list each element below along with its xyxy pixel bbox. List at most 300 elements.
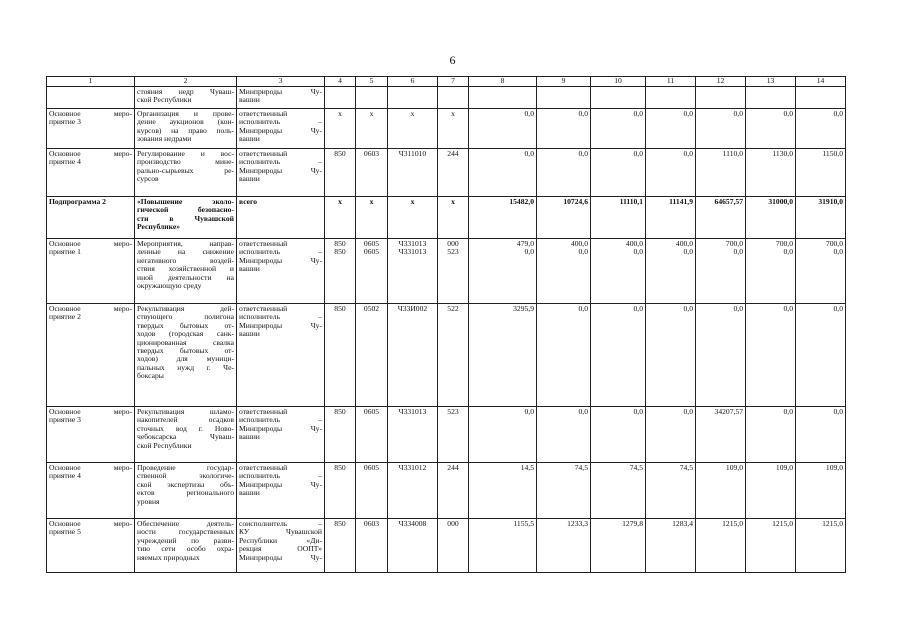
cell-value: 0,0: [683, 247, 693, 257]
cell-value: Ч331013: [398, 239, 427, 248]
executor-cell: [237, 407, 325, 463]
measure-name-cell: [47, 239, 135, 304]
measure-name-cell: [47, 197, 135, 239]
cell-line: Минприроды Чу-: [239, 88, 322, 96]
cell-value: 0605: [363, 247, 380, 257]
cell-value: 700,0: [775, 239, 793, 248]
cell-value: [748, 88, 793, 96]
value-cell: [438, 109, 469, 149]
cell-value: [593, 88, 643, 96]
cell-line: Рекультивация шламо-: [137, 408, 234, 416]
cell-value: Ч331013: [398, 247, 427, 257]
value-cell: [537, 149, 591, 197]
cell-value: 0,0: [578, 109, 588, 118]
cell-line: вашии: [239, 432, 260, 442]
measure-description-cell: [135, 519, 237, 573]
value-cell: [537, 109, 591, 149]
cell-line: Проведение государ-: [137, 464, 234, 472]
cell-value: 0605: [363, 407, 380, 416]
cell-value: 15482,0: [509, 197, 534, 206]
value-cell: [469, 304, 537, 407]
cell-line: Минприроды Чу-: [239, 553, 322, 562]
cell-value: 1279,8: [622, 519, 643, 528]
cell-line: приятие 3: [49, 117, 81, 127]
value-cell: [438, 149, 469, 197]
cell-line: Основное меро-: [49, 408, 132, 416]
value-cell: [356, 109, 388, 149]
cell-value: 0,0: [683, 149, 693, 158]
value-cell: [388, 87, 438, 109]
value-cell: [746, 407, 796, 463]
cell-line: ответственный: [239, 149, 288, 158]
value-cell: [746, 519, 796, 573]
cell-value: 74,5: [679, 463, 693, 472]
cell-value: 850: [334, 149, 346, 158]
value-cell: [438, 239, 469, 304]
cell-value: [539, 88, 588, 96]
cell-line: ответственный: [239, 304, 288, 313]
cell-line: учреждений по разви-: [137, 536, 234, 545]
cell-line: ектов регионального: [137, 489, 234, 498]
value-cell: [356, 407, 388, 463]
cell-line: ской Республики: [137, 95, 192, 105]
value-cell: [325, 87, 356, 109]
value-cell: [696, 519, 746, 573]
value-cell: [388, 149, 438, 197]
cell-line: Рекультивация дей-: [137, 305, 234, 313]
cell-value: 11110,1: [619, 197, 643, 206]
value-cell: [469, 109, 537, 149]
cell-value: 000: [447, 239, 459, 248]
value-cell: [646, 87, 696, 109]
cell-value: Ч331013: [398, 407, 427, 416]
cell-line: вашии: [239, 329, 260, 339]
cell-line: Минприроды Чу-: [239, 321, 322, 330]
cell-line: ственной экологиче-: [137, 472, 234, 481]
value-cell: [325, 407, 356, 463]
value-cell: [469, 407, 537, 463]
cell-line: ционированная свалка: [137, 338, 234, 347]
cell-value: [471, 88, 534, 96]
cell-value: 109,0: [825, 463, 843, 472]
value-cell: [469, 87, 537, 109]
cell-value: 1283,4: [672, 519, 693, 528]
value-cell: [796, 197, 846, 239]
value-cell: [591, 519, 646, 573]
cell-value: 0,0: [833, 407, 843, 416]
cell-value: 000: [447, 519, 459, 528]
cell-line: производство мине-: [137, 158, 234, 167]
value-cell: [438, 463, 469, 519]
cell-value: 109,0: [725, 463, 743, 472]
cell-value: 0,0: [833, 247, 843, 257]
header-cell: 7: [438, 77, 469, 87]
value-cell: [469, 149, 537, 197]
value-cell: [537, 239, 591, 304]
cell-line: приятие 1: [49, 247, 81, 257]
cell-line: боксары: [137, 371, 164, 381]
value-cell: [591, 304, 646, 407]
cell-value: x: [451, 109, 455, 118]
value-cell: [591, 87, 646, 109]
cell-value: 0,0: [783, 407, 793, 416]
cell-value: 400,0: [625, 239, 643, 248]
value-cell: [537, 87, 591, 109]
value-cell: [646, 109, 696, 149]
cell-line: Основное меро-: [49, 464, 132, 472]
value-cell: [438, 197, 469, 239]
cell-value: 0,0: [733, 247, 743, 257]
value-cell: [746, 109, 796, 149]
table-row: [47, 197, 846, 239]
measure-description-cell: [135, 239, 237, 304]
value-cell: [388, 239, 438, 304]
cell-line: исполнитель –: [239, 158, 322, 167]
cell-value: 31000,0: [768, 197, 793, 206]
measure-description-cell: [135, 149, 237, 197]
value-cell: [356, 463, 388, 519]
cell-line: ленные на снижение: [137, 248, 234, 257]
value-cell: [696, 87, 746, 109]
cell-value: 0,0: [833, 109, 843, 118]
cell-value: 0605: [363, 239, 380, 248]
value-cell: [646, 519, 696, 573]
cell-value: 0,0: [733, 304, 743, 313]
cell-value: 0,0: [633, 149, 643, 158]
cell-value: 0605: [363, 463, 380, 472]
cell-line: всего: [239, 197, 258, 206]
cell-value: x: [369, 109, 374, 118]
cell-line: Минприроды Чу-: [239, 424, 322, 433]
executor-cell: [237, 519, 325, 573]
value-cell: [469, 519, 537, 573]
value-cell: [325, 463, 356, 519]
cell-value: 1233,3: [567, 519, 588, 528]
value-cell: [696, 109, 746, 149]
cell-line: ответственный: [239, 109, 288, 118]
cell-line: гической безопасно-: [137, 206, 234, 215]
cell-line: Регулирование и вос-: [137, 150, 234, 158]
cell-value: 850: [334, 239, 346, 248]
cell-value: x: [410, 197, 415, 206]
value-cell: [325, 197, 356, 239]
data-table: [46, 76, 846, 573]
cell-line: Республике»: [137, 222, 181, 232]
cell-line: приятие 4: [49, 471, 81, 481]
cell-line: уровня: [137, 496, 160, 506]
value-cell: [646, 463, 696, 519]
cell-value: 700,0: [725, 239, 743, 248]
value-cell: [696, 463, 746, 519]
executor-cell: [237, 304, 325, 407]
cell-value: 34207,57: [714, 407, 743, 416]
cell-value: x: [338, 109, 342, 118]
cell-line: ской экспертизы объ-: [137, 480, 234, 489]
cell-value: 0,0: [633, 247, 643, 257]
cell-value: [440, 88, 466, 96]
cell-line: ской Республики: [137, 440, 192, 450]
cell-line: вашии: [239, 95, 260, 105]
executor-cell: [237, 87, 325, 109]
header-cell: 8: [469, 77, 537, 87]
cell-value: 523: [447, 407, 459, 416]
header-cell: 5: [356, 77, 388, 87]
cell-value: 0,0: [578, 149, 588, 158]
cell-value: 0,0: [524, 149, 534, 158]
value-cell: [388, 197, 438, 239]
cell-value: 1130,0: [772, 149, 793, 158]
value-cell: [388, 304, 438, 407]
cell-line: няемых природных: [137, 552, 200, 562]
header-cell: 12: [696, 77, 746, 87]
cell-line: рально-сырьевых ре-: [137, 166, 234, 175]
cell-value: 0,0: [783, 247, 793, 257]
cell-line: Организация и прове-: [137, 110, 234, 118]
cell-value: [648, 88, 693, 96]
cell-value: 0,0: [633, 109, 643, 118]
cell-value: 0502: [363, 304, 380, 313]
cell-line: ответственный: [239, 239, 288, 248]
cell-value: 1110,0: [722, 149, 743, 158]
cell-line: вашии: [239, 488, 260, 498]
value-cell: [796, 109, 846, 149]
table-row: [47, 87, 846, 109]
cell-value: 850: [334, 407, 346, 416]
header-cell: 14: [796, 77, 846, 87]
value-cell: [646, 239, 696, 304]
header-cell: 3: [237, 77, 325, 87]
measure-description-cell: [135, 109, 237, 149]
value-cell: [325, 109, 356, 149]
cell-value: 850: [334, 304, 346, 313]
cell-line: Минприроды Чу-: [239, 256, 322, 265]
cell-value: 0,0: [833, 304, 843, 313]
cell-value: [327, 88, 353, 96]
cell-value: x: [410, 109, 415, 118]
value-cell: [388, 109, 438, 149]
cell-line: сти в Чувашской: [137, 214, 234, 223]
cell-line: Минприроды Чу-: [239, 126, 322, 135]
header-cell: 10: [591, 77, 646, 87]
table-row: [47, 463, 846, 519]
cell-value: 0,0: [633, 304, 643, 313]
value-cell: [356, 519, 388, 573]
cell-value: 0,0: [733, 109, 743, 118]
cell-value: 109,0: [775, 463, 793, 472]
cell-value: [798, 88, 843, 96]
cell-value: 74,5: [574, 463, 588, 472]
value-cell: [746, 239, 796, 304]
value-cell: [356, 149, 388, 197]
measure-name-cell: [47, 87, 135, 109]
value-cell: [796, 149, 846, 197]
cell-value: 0,0: [524, 109, 534, 118]
cell-value: 74,5: [629, 463, 643, 472]
cell-line: ствующего полигона: [137, 313, 234, 322]
cell-line: сурсов: [137, 174, 159, 184]
cell-line: пальных нужд г. Че-: [137, 363, 234, 372]
executor-cell: [237, 239, 325, 304]
value-cell: [591, 407, 646, 463]
cell-value: 14,5: [520, 463, 534, 472]
cell-line: Минприроды Чу-: [239, 480, 322, 489]
executor-cell: [237, 149, 325, 197]
value-cell: [696, 197, 746, 239]
value-cell: [696, 407, 746, 463]
cell-line: негативного воздей-: [137, 256, 234, 265]
value-cell: [388, 519, 438, 573]
value-cell: [746, 149, 796, 197]
cell-value: 11141,9: [669, 197, 693, 206]
cell-line: накопителей осадков: [137, 416, 234, 425]
cell-line: исполнитель –: [239, 313, 322, 322]
value-cell: [696, 239, 746, 304]
cell-line: ходов (городская санк-: [137, 330, 234, 339]
cell-line: исполнитель –: [239, 416, 322, 425]
cell-value: 0,0: [524, 407, 534, 416]
measure-description-cell: [135, 463, 237, 519]
value-cell: [537, 519, 591, 573]
cell-value: 523: [447, 247, 459, 257]
value-cell: [438, 519, 469, 573]
value-cell: [796, 463, 846, 519]
header-cell: 2: [135, 77, 237, 87]
cell-value: 0,0: [578, 304, 588, 313]
cell-value: 850: [334, 463, 346, 472]
cell-line: приятие 4: [49, 157, 81, 167]
value-cell: [325, 304, 356, 407]
cell-value: 3295,9: [513, 304, 534, 313]
value-cell: [591, 109, 646, 149]
header-cell: 9: [537, 77, 591, 87]
value-cell: [537, 407, 591, 463]
cell-line: твердых бытовых от-: [137, 346, 234, 355]
cell-value: 400,0: [675, 239, 693, 248]
cell-value: [390, 88, 435, 96]
value-cell: [591, 197, 646, 239]
cell-line: Основное меро-: [49, 305, 132, 313]
table-row: [47, 519, 846, 573]
value-cell: [746, 463, 796, 519]
cell-value: 400,0: [570, 239, 588, 248]
value-cell: [591, 463, 646, 519]
measure-description-cell: [135, 407, 237, 463]
table-row: [47, 304, 846, 407]
cell-line: Основное меро-: [49, 150, 132, 158]
value-cell: [796, 519, 846, 573]
cell-line: вашии: [239, 174, 260, 184]
cell-value: x: [451, 197, 455, 206]
header-cell: 13: [746, 77, 796, 87]
cell-line: приятие 3: [49, 415, 81, 425]
value-cell: [646, 407, 696, 463]
cell-value: 31910,0: [818, 197, 843, 206]
table-row: [47, 407, 846, 463]
cell-value: 0,0: [683, 109, 693, 118]
cell-line: Основное меро-: [49, 520, 132, 528]
cell-line: Подпрограмма 2: [49, 197, 106, 206]
cell-value: x: [338, 197, 342, 206]
cell-line: сточных вод г. Ново-: [137, 424, 234, 433]
value-cell: [746, 197, 796, 239]
cell-value: Ч33И002: [397, 304, 428, 313]
cell-line: приятие 2: [49, 312, 81, 322]
cell-line: исполнитель –: [239, 248, 322, 257]
cell-value: 1215,0: [722, 519, 743, 528]
cell-line: стояния недр Чуваш-: [137, 88, 234, 96]
measure-name-cell: [47, 519, 135, 573]
measure-description-cell: [135, 304, 237, 407]
cell-line: «Повышение эколо-: [137, 198, 234, 206]
cell-value: 850: [334, 247, 346, 257]
value-cell: [537, 304, 591, 407]
cell-value: 1155,5: [513, 519, 534, 528]
cell-line: ходов) для муници-: [137, 355, 234, 364]
header-cell: 4: [325, 77, 356, 87]
cell-line: ответственный: [239, 407, 288, 416]
cell-value: 522: [447, 304, 459, 313]
cell-line: Обеспечение деятель-: [137, 520, 234, 528]
cell-line: Мероприятия, направ-: [137, 240, 234, 248]
measure-name-cell: [47, 109, 135, 149]
measure-description-cell: [135, 87, 237, 109]
header-row: [47, 77, 846, 87]
cell-value: 1215,0: [822, 519, 843, 528]
cell-line: окружающую среду: [137, 280, 202, 290]
table-row: [47, 149, 846, 197]
cell-value: 850: [334, 519, 346, 528]
value-cell: [646, 197, 696, 239]
value-cell: [646, 149, 696, 197]
cell-line: иной деятельности на: [137, 273, 234, 282]
value-cell: [438, 407, 469, 463]
value-cell: [696, 304, 746, 407]
value-cell: [469, 239, 537, 304]
value-cell: [746, 87, 796, 109]
table-row: [47, 109, 846, 149]
value-cell: [325, 239, 356, 304]
cell-value: 0,0: [683, 304, 693, 313]
value-cell: [796, 239, 846, 304]
cell-value: 0603: [363, 149, 380, 158]
cell-value: Ч334008: [398, 519, 427, 528]
value-cell: [388, 463, 438, 519]
cell-line: Минприроды Чу-: [239, 166, 322, 175]
value-cell: [646, 304, 696, 407]
cell-value: 479,0: [516, 239, 534, 248]
value-cell: [356, 239, 388, 304]
cell-value: 0,0: [783, 109, 793, 118]
cell-value: 0603: [363, 519, 380, 528]
value-cell: [796, 407, 846, 463]
cell-line: соисполнитель –: [239, 520, 322, 528]
cell-line: курсов) на право поль-: [137, 126, 234, 135]
cell-value: Ч311010: [398, 149, 427, 158]
cell-value: 0,0: [683, 407, 693, 416]
cell-line: твердых бытовых от-: [137, 321, 234, 330]
cell-line: приятие 5: [49, 527, 81, 537]
cell-line: ответственный: [239, 463, 288, 472]
cell-value: Ч331012: [398, 463, 427, 472]
measure-name-cell: [47, 149, 135, 197]
value-cell: [469, 463, 537, 519]
cell-line: рекция ООПТ»: [239, 545, 322, 554]
cell-value: 10724,6: [563, 197, 588, 206]
cell-value: 64657,57: [714, 197, 743, 206]
value-cell: [537, 463, 591, 519]
cell-value: 0,0: [783, 304, 793, 313]
cell-value: 0,0: [633, 407, 643, 416]
